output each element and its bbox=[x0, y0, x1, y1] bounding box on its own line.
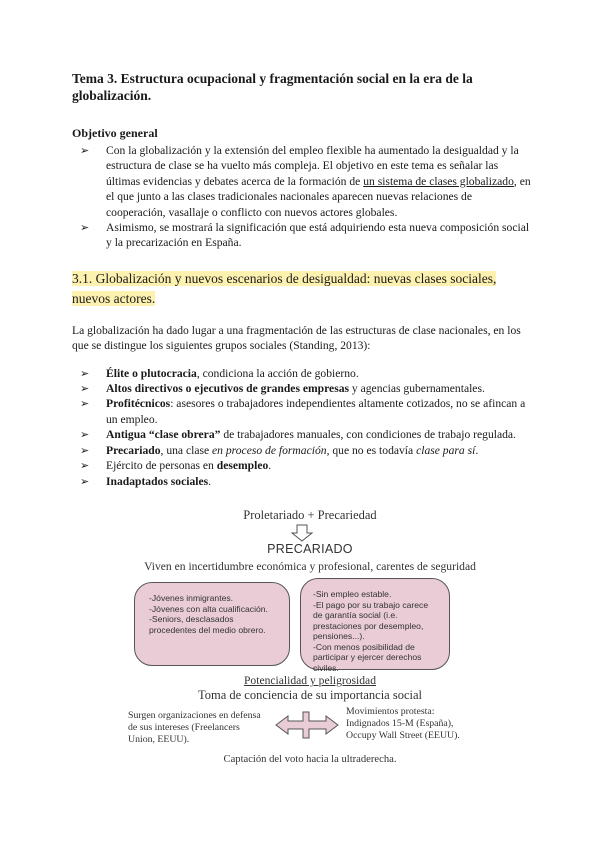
list-item: ➢ Élite o plutocracia, condiciona la acción de gobierno. bbox=[80, 366, 359, 380]
underlined-text: un sistema de clases globalizado bbox=[363, 174, 514, 188]
arrow-bullet-icon: ➢ bbox=[80, 221, 90, 235]
objective-item: ➢ Con la globalización y la extensión del empleo flexible ha aumentado la desigualdad y la estructura de clase se ha vuelto más compleja. El objetivo en este tema es señalar las últimas evidencias y debates acerca de la formación de un sistema de clases globalizado, en el que junto a las clases tradicionales nacionales aparecen nuevas relaciones de cooperación, vasallaje o conflicto con nuevos actores globales. bbox=[80, 144, 531, 219]
list-item: ➢ Ejército de personas en desempleo. bbox=[80, 459, 272, 473]
captacion-label: Captación del voto hacia la ultraderecha. bbox=[223, 754, 397, 765]
list-item: ➢ Altos directivos o ejecutivos de grandes empresas y agencias gubernamentales. bbox=[80, 382, 485, 396]
list-item: ➢ Profitécnicos: asesores o trabajadores independientes altamente cotizados, no se afincan a un empleo. bbox=[80, 397, 526, 426]
objective-item: ➢ Asimismo, se mostrará la significación que está adquiriendo esta nueva composición social y la precarización en España. bbox=[80, 221, 530, 250]
list-item: ➢ Precariado, una clase en proceso de formación, que no es todavía clase para sí. bbox=[80, 443, 479, 457]
section-intro: La globalización ha dado lugar a una fragmentación de las estructuras de clase nacionales, en los que se distingue los siguientes grupos sociales (Standing, 2013): bbox=[72, 323, 521, 353]
diagram-top-label: Proletariado + Precariedad bbox=[243, 508, 377, 522]
arrow-bullet-icon: ➢ bbox=[80, 459, 90, 473]
viven-label: Viven en incertidumbre económica y profesional, carentes de seguridad bbox=[144, 560, 476, 573]
toma-label: Toma de conciencia de su importancia social bbox=[197, 688, 423, 702]
arrow-bullet-icon: ➢ bbox=[80, 397, 90, 411]
split-arrow-icon bbox=[274, 710, 340, 740]
precariado-label: PRECARIADO bbox=[267, 542, 353, 556]
arrow-bullet-icon: ➢ bbox=[80, 474, 90, 488]
list-item: ➢ Inadaptados sociales. bbox=[80, 474, 212, 488]
groups-box: -Jóvenes inmigrantes. -Jóvenes con alta cualificación. -Seniors, desclasados procedentes del medio obrero. bbox=[134, 582, 290, 666]
down-arrow-icon bbox=[291, 524, 313, 542]
arrow-bullet-icon: ➢ bbox=[80, 144, 90, 157]
arrow-bullet-icon: ➢ bbox=[80, 443, 90, 457]
objective-list bbox=[72, 143, 532, 251]
arrow-bullet-icon: ➢ bbox=[80, 382, 90, 396]
objective-heading: Objetivo general bbox=[72, 126, 158, 140]
potencialidad-label: Potencialidad y peligrosidad bbox=[243, 674, 376, 687]
conditions-box: -Sin empleo estable. -El pago por su trabajo carece de garantía social (i.e. prestaciones por desempleo, pensiones...). -Con menos posibilidad de participar y ejercer derechos civiles. bbox=[300, 578, 450, 670]
arrow-bullet-icon: ➢ bbox=[80, 366, 90, 380]
organizaciones-text: Surgen organizaciones en defensa de sus intereses (Freelancers Union, EEUU). bbox=[128, 710, 261, 745]
list-item: ➢ Antigua “clase obrera” de trabajadores manuales, con condiciones de trabajo regulada. bbox=[80, 428, 516, 442]
section-heading: 3.1. Globalización y nuevos escenarios de desigualdad: nuevas clases sociales, nuevos actores. bbox=[72, 270, 497, 306]
precariado-diagram bbox=[110, 508, 510, 778]
document-page bbox=[72, 70, 532, 489]
movimientos-text: Movimientos protesta: Indignados 15-M (España), Occupy Wall Street (EEUU). bbox=[346, 706, 460, 741]
groups-list bbox=[72, 366, 532, 489]
page-title: Tema 3. Estructura ocupacional y fragmentación social en la era de la globalización. bbox=[72, 71, 473, 103]
arrow-bullet-icon: ➢ bbox=[80, 428, 90, 442]
